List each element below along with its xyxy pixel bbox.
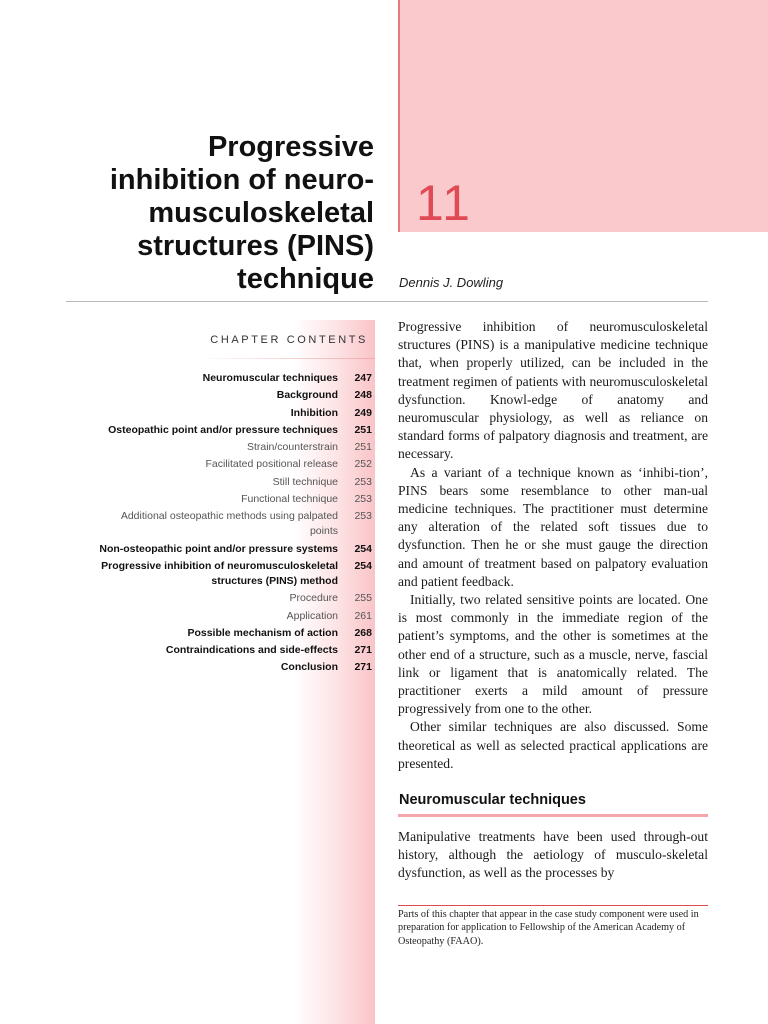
table-of-contents [60,371,372,678]
chapter-number: 11 [416,175,472,231]
toc-entry[interactable] [60,609,372,624]
toc-entry-page: 253 [354,510,372,523]
abstract-paragraph: Initially, two related sensitive points are located. One is most commonly in the immediate region of the patient’s symptoms, and the other is sometimes at the other end of a structure, such as a muscle, nerve, fascial link or ligament that is anatomically related. The practitioner exerts a mild amount of pressure progressively from one to the other. [398,592,708,717]
toc-entry[interactable] [60,406,372,421]
toc-entry[interactable] [60,509,372,539]
toc-entry-page: 254 [354,542,372,555]
toc-entry-page: 253 [354,493,372,506]
toc-entry-page: 247 [354,372,372,384]
chapter-title-line: Progressive [207,131,374,163]
toc-entry-page: 271 [354,661,372,674]
toc-entry-title: Contraindications and side-effects [165,644,338,657]
chapter-title [34,131,374,296]
toc-entry-title: Osteopathic point and/or pressure techniques [108,423,338,436]
toc-entry-page: 251 [354,423,372,436]
toc-entry-page: 254 [354,559,372,572]
section-body-text: Manipulative treatments have been used through-out history, although the aetiology of musculo-skeletal dysfunction, as well as the processes by [398,829,708,881]
toc-entry-page: 252 [354,458,372,471]
chapter-title-line: musculoskeletal [148,197,374,229]
chapter-author: Dennis J. Dowling [399,275,504,290]
chapter-title-line: technique [237,263,374,295]
toc-entry-title: Functional technique [241,493,338,506]
abstract-paragraph: Progressive inhibition of neuromusculoskeletal structures (PINS) is a manipulative medicine technique that, when properly utilized, can be included in the treatment regimen of patients with neuromusculoskeletal dysfunction. Knowl-edge of anatomy and neuromuscular physiology, as well as reliance on standard forms of palpatory diagnosis and treatment, are necessary. [398,319,708,462]
toc-entry-title: Neuromuscular techniques [202,372,338,384]
toc-entry[interactable] [60,440,372,455]
toc-entry[interactable] [60,492,372,507]
toc-entry[interactable] [60,660,372,675]
toc-entry-page: 261 [354,609,372,622]
section-heading: Neuromuscular techniques [399,792,586,808]
abstract-paragraph: As a variant of a technique known as ‘inhibi-tion’, PINS bears some resemblance to other man-ual medicine techniques. The practitioner must determine any alteration of the related soft tissues due to dysfunction. Then he or she must gauge the direction and amount of treatment based on palpatory evaluation and patient feedback. [398,464,708,589]
toc-entry[interactable] [60,559,372,589]
toc-entry-page: 249 [354,406,372,419]
toc-entry-title: Background [276,389,338,402]
toc-entry-page: 271 [354,644,372,657]
toc-entry-page: 248 [354,389,372,402]
toc-entry-title: Procedure [289,592,338,605]
section-heading-underline [398,814,708,817]
toc-entry[interactable] [60,457,372,472]
toc-entry[interactable] [60,542,372,557]
abstract-paragraph: Other similar techniques are also discussed. Some theoretical as well as selected practical applications are presented. [398,719,708,771]
chapter-abstract [398,318,708,773]
toc-entry[interactable] [60,371,372,386]
footnote-divider [398,905,708,906]
toc-entry-page: 253 [354,475,372,488]
toc-entry-title: Possible mechanism of action [187,626,338,639]
toc-entry-title: Still technique [272,475,338,488]
toc-entry-title: Non-osteopathic point and/or pressure systems [99,542,338,555]
chapter-title-line: structures (PINS) [137,230,374,262]
chapter-title-line: inhibition of neuro- [109,164,374,196]
toc-entry-title: Facilitated positional release [205,458,338,471]
toc-entry[interactable] [60,388,372,403]
toc-entry[interactable] [60,643,372,658]
toc-entry[interactable] [60,591,372,606]
footnote: Parts of this chapter that appear in the case study component were used in preparation for application to Fellowship of the American Academy of Osteopathy (FAAO). [398,909,699,947]
contents-heading: CHAPTER CONTENTS [210,334,368,346]
toc-entry-page: 251 [354,441,372,454]
toc-entry-title: Inhibition [290,406,338,419]
toc-entry-title: Progressive inhibition of neuromusculoskeletal structures (PINS) method [101,559,338,587]
toc-entry-title: Additional osteopathic methods using palpated points [120,510,338,538]
title-divider [66,301,708,302]
toc-entry[interactable] [60,475,372,490]
header-accent-line [398,0,400,232]
toc-entry-title: Conclusion [280,661,338,674]
toc-entry[interactable] [60,423,372,438]
toc-entry[interactable] [60,626,372,641]
toc-entry-title: Application [286,609,338,622]
toc-entry-page: 255 [354,592,372,605]
toc-entry-title: Strain/counterstrain [246,441,338,454]
toc-entry-page: 268 [354,626,372,639]
contents-divider [198,358,375,359]
